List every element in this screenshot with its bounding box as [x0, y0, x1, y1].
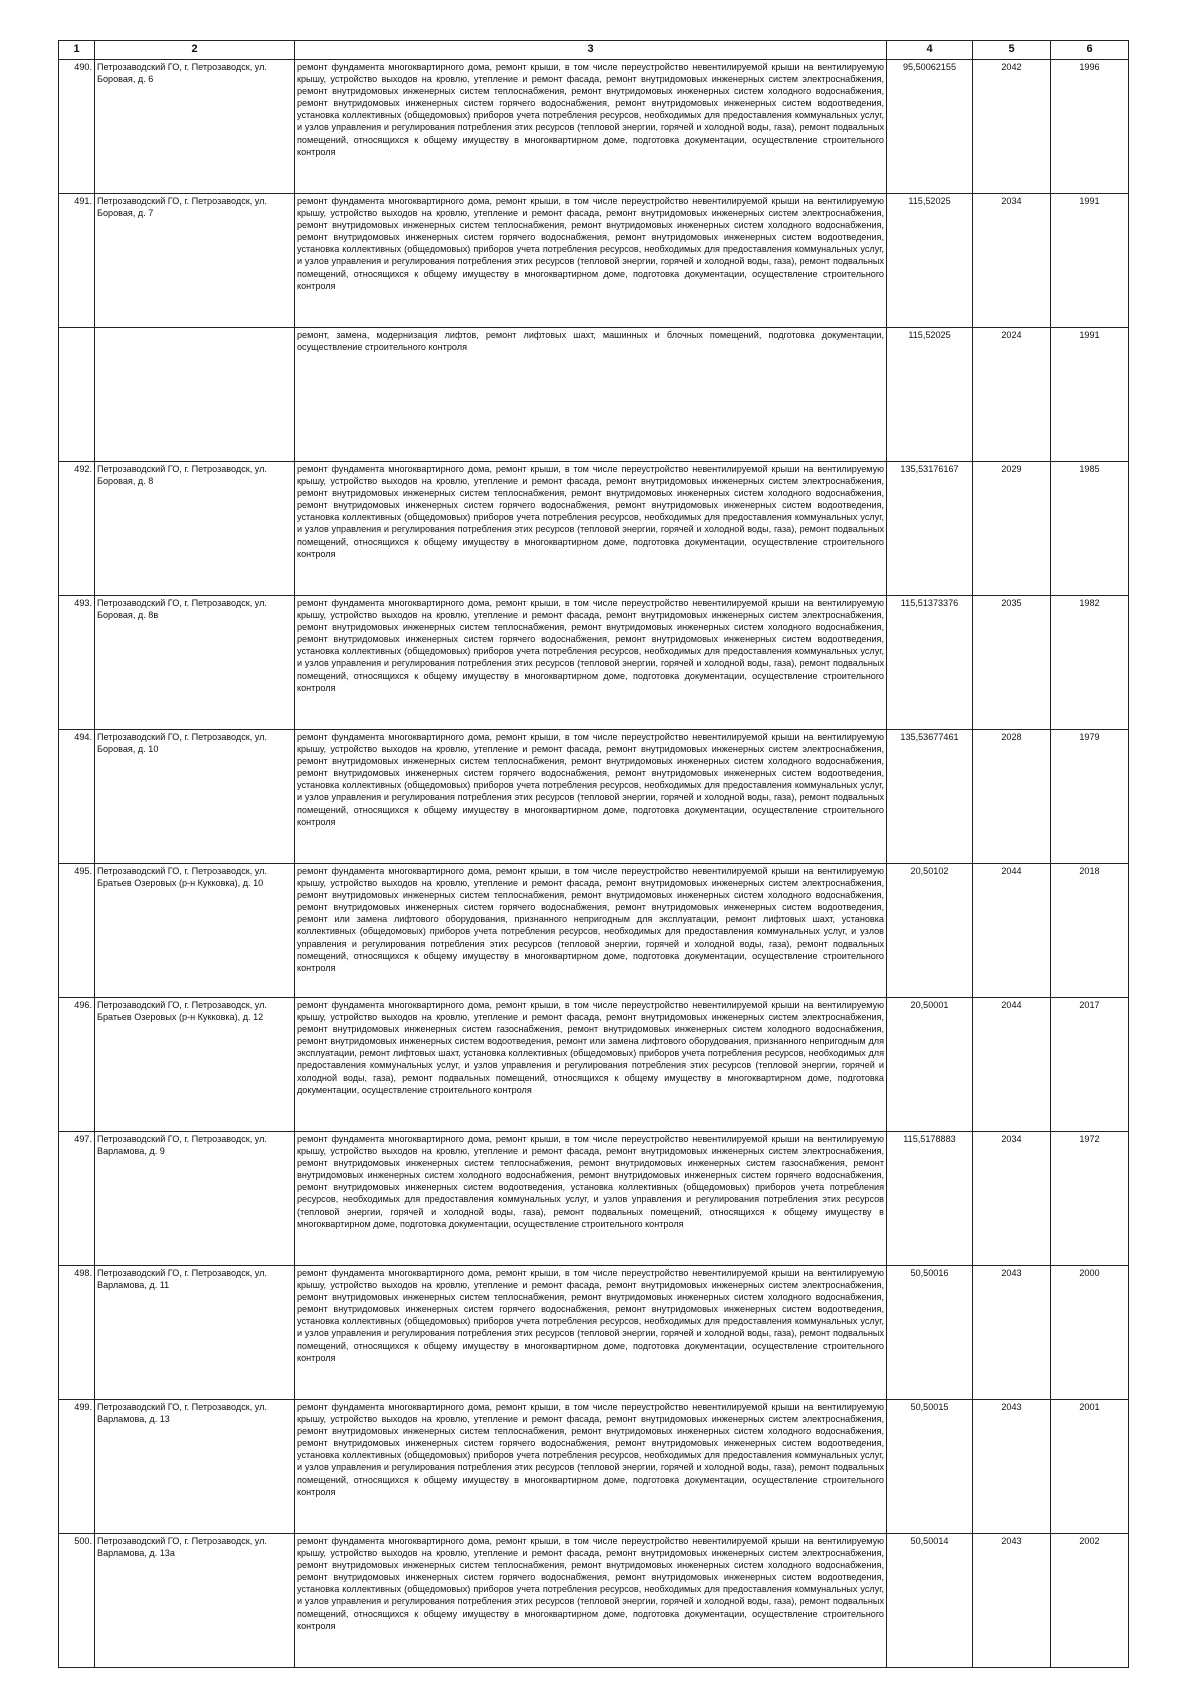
table-row: [59, 596, 1129, 730]
row-number: 493.: [59, 596, 95, 730]
address-cell: Петрозаводский ГО, г. Петрозаводск, ул. Варламова, д. 9: [95, 1132, 295, 1266]
year-cell: 2043: [973, 1534, 1051, 1668]
value-cell: 135,53677461: [887, 730, 973, 864]
built-year-cell: 1979: [1051, 730, 1129, 864]
year-cell: 2044: [973, 864, 1051, 998]
year-cell: 2035: [973, 596, 1051, 730]
works-cell: ремонт фундамента многоквартирного дома, ремонт крыши, в том числе переустройство невентилируемой крыши на вентилируемую крышу, устройство выходов на кровлю, утепление и ремонт фасада, ремонт внутридомовых инженерных систем электроснабжения, ремонт внутридомовых инженерных систем теплоснабжения, ремонт внутридомовых инженерных систем холодного водоснабжения, ремонт внутридомовых инженерных систем горячего водоснабжения, ремонт внутридомовых инженерных систем водоотведения, установка коллективных (общедомовых) приборов учета потребления ресурсов, необходимых для предоставления коммунальных услуг, и узлов управления и регулирования потребления этих ресурсов (тепловой энергии, горячей и холодной воды, газа), ремонт подвальных помещений, относящихся к общему имуществу в многоквартирном доме, подготовка документации, осуществление строительного контроля: [295, 596, 887, 730]
year-cell: 2044: [973, 998, 1051, 1132]
works-cell: ремонт фундамента многоквартирного дома, ремонт крыши, в том числе переустройство невентилируемой крыши на вентилируемую крышу, устройство выходов на кровлю, утепление и ремонт фасада, ремонт внутридомовых инженерных систем электроснабжения, ремонт внутридомовых инженерных систем теплоснабжения, ремонт внутридомовых инженерных систем холодного водоснабжения, ремонт внутридомовых инженерных систем горячего водоснабжения, ремонт внутридомовых инженерных систем водоотведения, установка коллективных (общедомовых) приборов учета потребления ресурсов, необходимых для предоставления коммунальных услуг, и узлов управления и регулирования потребления этих ресурсов (тепловой энергии, горячей и холодной воды, газа), ремонт подвальных помещений, относящихся к общему имуществу в многоквартирном доме, подготовка документации, осуществление строительного контроля: [295, 1534, 887, 1668]
header-row: [59, 41, 1129, 60]
built-year-cell: 1996: [1051, 60, 1129, 194]
value-cell: 50,50016: [887, 1266, 973, 1400]
works-cell: ремонт фундамента многоквартирного дома, ремонт крыши, в том числе переустройство невентилируемой крыши на вентилируемую крышу, устройство выходов на кровлю, утепление и ремонт фасада, ремонт внутридомовых инженерных систем электроснабжения, ремонт внутридомовых инженерных систем теплоснабжения, ремонт внутридомовых инженерных систем холодного водоснабжения, ремонт внутридомовых инженерных систем горячего водоснабжения, ремонт внутридомовых инженерных систем водоотведения, установка коллективных (общедомовых) приборов учета потребления ресурсов, необходимых для предоставления коммунальных услуг, и узлов управления и регулирования потребления этих ресурсов (тепловой энергии, горячей и холодной воды, газа), ремонт подвальных помещений, относящихся к общему имуществу в многоквартирном доме, подготовка документации, осуществление строительного контроля: [295, 194, 887, 328]
header-cell-5: 5: [973, 41, 1051, 60]
works-cell: ремонт фундамента многоквартирного дома, ремонт крыши, в том числе переустройство невентилируемой крыши на вентилируемую крышу, устройство выходов на кровлю, утепление и ремонт фасада, ремонт внутридомовых инженерных систем электроснабжения, ремонт внутридомовых инженерных систем теплоснабжения, ремонт внутридомовых инженерных систем холодного водоснабжения, ремонт внутридомовых инженерных систем горячего водоснабжения, ремонт внутридомовых инженерных систем водоотведения, установка коллективных (общедомовых) приборов учета потребления ресурсов, необходимых для предоставления коммунальных услуг, и узлов управления и регулирования потребления этих ресурсов (тепловой энергии, горячей и холодной воды, газа), ремонт подвальных помещений, относящихся к общему имуществу в многоквартирном доме, подготовка документации, осуществление строительного контроля: [295, 1400, 887, 1534]
built-year-cell: 2002: [1051, 1534, 1129, 1668]
table-row: [59, 730, 1129, 864]
works-cell: ремонт, замена, модернизация лифтов, ремонт лифтовых шахт, машинных и блочных помещений, подготовка документации, осуществление строительного контроля: [295, 328, 887, 462]
built-year-cell: 1972: [1051, 1132, 1129, 1266]
address-cell: [95, 328, 295, 462]
header-cell-2: 2: [95, 41, 295, 60]
table-row: [59, 1534, 1129, 1668]
value-cell: 115,51373376: [887, 596, 973, 730]
row-number: 500.: [59, 1534, 95, 1668]
built-year-cell: 1982: [1051, 596, 1129, 730]
works-cell: ремонт фундамента многоквартирного дома, ремонт крыши, в том числе переустройство невентилируемой крыши на вентилируемую крышу, устройство выходов на кровлю, утепление и ремонт фасада, ремонт внутридомовых инженерных систем электроснабжения, ремонт внутридомовых инженерных систем теплоснабжения, ремонт внутридомовых инженерных систем холодного водоснабжения, ремонт внутридомовых инженерных систем горячего водоснабжения, ремонт внутридомовых инженерных систем водоотведения, установка коллективных (общедомовых) приборов учета потребления ресурсов, необходимых для предоставления коммунальных услуг, и узлов управления и регулирования потребления этих ресурсов (тепловой энергии, горячей и холодной воды, газа), ремонт подвальных помещений, относящихся к общему имуществу в многоквартирном доме, подготовка документации, осуществление строительного контроля: [295, 60, 887, 194]
table-row: [59, 194, 1129, 328]
year-cell: 2034: [973, 194, 1051, 328]
year-cell: 2034: [973, 1132, 1051, 1266]
address-cell: Петрозаводский ГО, г. Петрозаводск, ул. Варламова, д. 11: [95, 1266, 295, 1400]
address-cell: Петрозаводский ГО, г. Петрозаводск, ул. Боровая, д. 10: [95, 730, 295, 864]
works-cell: ремонт фундамента многоквартирного дома, ремонт крыши, в том числе переустройство невентилируемой крыши на вентилируемую крышу, устройство выходов на кровлю, утепление и ремонт фасада, ремонт внутридомовых инженерных систем электроснабжения, ремонт внутридомовых инженерных систем теплоснабжения, ремонт внутридомовых инженерных систем холодного водоснабжения, ремонт внутридомовых инженерных систем горячего водоснабжения, ремонт внутридомовых инженерных систем водоотведения, ремонт или замена лифтового оборудования, признанного непригодным для эксплуатации, ремонт лифтовых шахт, установка коллективных (общедомовых) приборов учета потребления ресурсов, необходимых для предоставления коммунальных услуг, и узлов управления и регулирования потребления этих ресурсов (тепловой энергии, горячей и холодной воды, газа), ремонт подвальных помещений, относящихся к общему имуществу в многоквартирном доме, подготовка документации, осуществление строительного контроля: [295, 864, 887, 998]
row-number: 492.: [59, 462, 95, 596]
value-cell: 135,53176167: [887, 462, 973, 596]
works-cell: ремонт фундамента многоквартирного дома, ремонт крыши, в том числе переустройство невентилируемой крыши на вентилируемую крышу, устройство выходов на кровлю, утепление и ремонт фасада, ремонт внутридомовых инженерных систем электроснабжения, ремонт внутридомовых инженерных систем газоснабжения, ремонт внутридомовых инженерных систем холодного водоснабжения, ремонт внутридомовых инженерных систем водоотведения, ремонт или замена лифтового оборудования, признанного непригодным для эксплуатации, ремонт лифтовых шахт, установка коллективных (общедомовых) приборов учета потребления ресурсов, необходимых для предоставления коммунальных услуг, и узлов управления и регулирования потребления этих ресурсов (тепловой энергии, горячей и холодной воды, газа), ремонт подвальных помещений, относящихся к общему имуществу в многоквартирном доме, подготовка документации, осуществление строительного контроля: [295, 998, 887, 1132]
year-cell: 2042: [973, 60, 1051, 194]
table-row: [59, 1400, 1129, 1534]
year-cell: 2024: [973, 328, 1051, 462]
address-cell: Петрозаводский ГО, г. Петрозаводск, ул. Боровая, д. 8в: [95, 596, 295, 730]
table-row: [59, 1266, 1129, 1400]
built-year-cell: 2017: [1051, 998, 1129, 1132]
row-number: 499.: [59, 1400, 95, 1534]
table-row: [59, 998, 1129, 1132]
header-cell-6: 6: [1051, 41, 1129, 60]
built-year-cell: 1991: [1051, 194, 1129, 328]
header-cell-3: 3: [295, 41, 887, 60]
address-cell: Петрозаводский ГО, г. Петрозаводск, ул. Варламова, д. 13: [95, 1400, 295, 1534]
value-cell: 115,5178883: [887, 1132, 973, 1266]
works-cell: ремонт фундамента многоквартирного дома, ремонт крыши, в том числе переустройство невентилируемой крыши на вентилируемую крышу, устройство выходов на кровлю, утепление и ремонт фасада, ремонт внутридомовых инженерных систем электроснабжения, ремонт внутридомовых инженерных систем теплоснабжения, ремонт внутридомовых инженерных систем холодного водоснабжения, ремонт внутридомовых инженерных систем горячего водоснабжения, ремонт внутридомовых инженерных систем водоотведения, установка коллективных (общедомовых) приборов учета потребления ресурсов, необходимых для предоставления коммунальных услуг, и узлов управления и регулирования потребления этих ресурсов (тепловой энергии, горячей и холодной воды, газа), ремонт подвальных помещений, относящихся к общему имуществу в многоквартирном доме, подготовка документации, осуществление строительного контроля: [295, 462, 887, 596]
value-cell: 95,50062155: [887, 60, 973, 194]
address-cell: Петрозаводский ГО, г. Петрозаводск, ул. Боровая, д. 6: [95, 60, 295, 194]
built-year-cell: 1985: [1051, 462, 1129, 596]
table-row: [59, 60, 1129, 194]
address-cell: Петрозаводский ГО, г. Петрозаводск, ул. Братьев Озеровых (р-н Кукковка), д. 12: [95, 998, 295, 1132]
row-number: 494.: [59, 730, 95, 864]
address-cell: Петрозаводский ГО, г. Петрозаводск, ул. Братьев Озеровых (р-н Кукковка), д. 10: [95, 864, 295, 998]
value-cell: 50,50014: [887, 1534, 973, 1668]
row-number: 495.: [59, 864, 95, 998]
works-cell: ремонт фундамента многоквартирного дома, ремонт крыши, в том числе переустройство невентилируемой крыши на вентилируемую крышу, устройство выходов на кровлю, утепление и ремонт фасада, ремонт внутридомовых инженерных систем электроснабжения, ремонт внутридомовых инженерных систем теплоснабжения, ремонт внутридомовых инженерных систем холодного водоснабжения, ремонт внутридомовых инженерных систем горячего водоснабжения, ремонт внутридомовых инженерных систем водоотведения, установка коллективных (общедомовых) приборов учета потребления ресурсов, необходимых для предоставления коммунальных услуг, и узлов управления и регулирования потребления этих ресурсов (тепловой энергии, горячей и холодной воды, газа), ремонт подвальных помещений, относящихся к общему имуществу в многоквартирном доме, подготовка документации, осуществление строительного контроля: [295, 730, 887, 864]
value-cell: 115,52025: [887, 328, 973, 462]
year-cell: 2029: [973, 462, 1051, 596]
year-cell: 2043: [973, 1400, 1051, 1534]
row-number: 491.: [59, 194, 95, 328]
row-number: 490.: [59, 60, 95, 194]
table-row: [59, 1132, 1129, 1266]
row-number: 497.: [59, 1132, 95, 1266]
row-number: [59, 328, 95, 462]
year-cell: 2043: [973, 1266, 1051, 1400]
row-number: 498.: [59, 1266, 95, 1400]
value-cell: 50,50015: [887, 1400, 973, 1534]
table-row: [59, 864, 1129, 998]
header-cell-4: 4: [887, 41, 973, 60]
built-year-cell: 2018: [1051, 864, 1129, 998]
year-cell: 2028: [973, 730, 1051, 864]
built-year-cell: 2001: [1051, 1400, 1129, 1534]
header-cell-1: 1: [59, 41, 95, 60]
address-cell: Петрозаводский ГО, г. Петрозаводск, ул. Боровая, д. 7: [95, 194, 295, 328]
table-row: [59, 462, 1129, 596]
built-year-cell: 1991: [1051, 328, 1129, 462]
address-cell: Петрозаводский ГО, г. Петрозаводск, ул. Варламова, д. 13а: [95, 1534, 295, 1668]
value-cell: 115,52025: [887, 194, 973, 328]
value-cell: 20,50102: [887, 864, 973, 998]
row-number: 496.: [59, 998, 95, 1132]
works-cell: ремонт фундамента многоквартирного дома, ремонт крыши, в том числе переустройство невентилируемой крыши на вентилируемую крышу, устройство выходов на кровлю, утепление и ремонт фасада, ремонт внутридомовых инженерных систем электроснабжения, ремонт внутридомовых инженерных систем теплоснабжения, ремонт внутридомовых инженерных систем холодного водоснабжения, ремонт внутридомовых инженерных систем горячего водоснабжения, ремонт внутридомовых инженерных систем водоотведения, установка коллективных (общедомовых) приборов учета потребления ресурсов, необходимых для предоставления коммунальных услуг, и узлов управления и регулирования потребления этих ресурсов (тепловой энергии, горячей и холодной воды, газа), ремонт подвальных помещений, относящихся к общему имуществу в многоквартирном доме, подготовка документации, осуществление строительного контроля: [295, 1266, 887, 1400]
repair-schedule-table: [58, 40, 1129, 1668]
address-cell: Петрозаводский ГО, г. Петрозаводск, ул. Боровая, д. 8: [95, 462, 295, 596]
value-cell: 20,50001: [887, 998, 973, 1132]
works-cell: ремонт фундамента многоквартирного дома, ремонт крыши, в том числе переустройство невентилируемой крыши на вентилируемую крышу, устройство выходов на кровлю, утепление и ремонт фасада, ремонт внутридомовых инженерных систем электроснабжения, ремонт внутридомовых инженерных систем теплоснабжения, ремонт внутридомовых инженерных систем газоснабжения, ремонт внутридомовых инженерных систем холодного водоснабжения, ремонт внутридомовых инженерных систем горячего водоснабжения, ремонт внутридомовых инженерных систем водоотведения, установка коллективных (общедомовых) приборов учета потребления ресурсов, необходимых для предоставления коммунальных услуг, и узлов управления и регулирования потребления этих ресурсов (тепловой энергии, горячей и холодной воды, газа), ремонт подвальных помещений, относящихся к общему имуществу в многоквартирном доме, подготовка документации, осуществление строительного контроля: [295, 1132, 887, 1266]
table-row: [59, 328, 1129, 462]
built-year-cell: 2000: [1051, 1266, 1129, 1400]
